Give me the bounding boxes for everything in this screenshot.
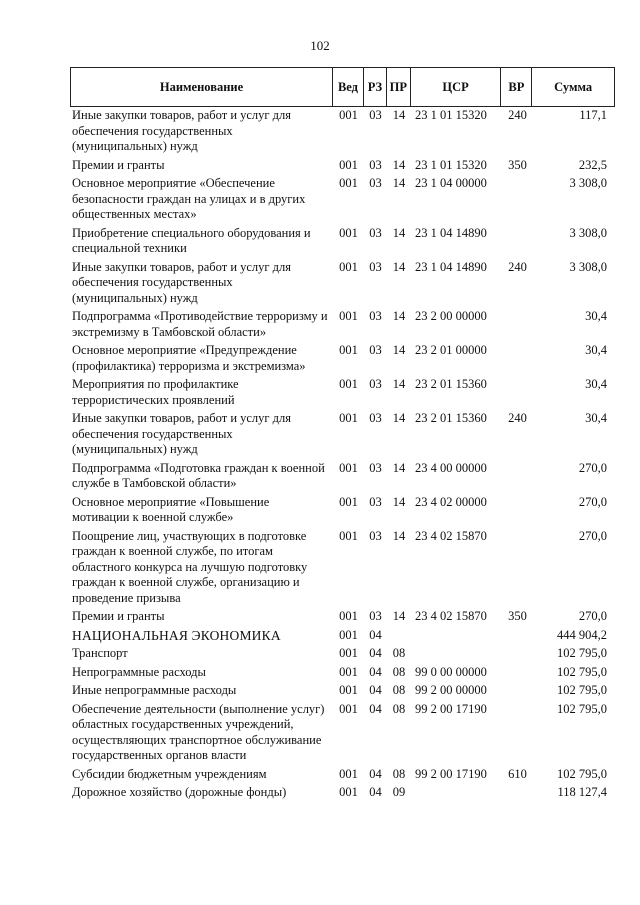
row-name: Основное мероприятие «Повышение мотивации к военной службе» (72, 494, 270, 524)
row-name: Непрограммные расходы (72, 664, 206, 679)
row-pr: 14 (392, 377, 406, 391)
row-csr: 23 2 01 15360 (415, 377, 487, 391)
row-name: Иные закупки товаров, работ и услуг для обеспечения государственных (муниципальных) нужд (72, 411, 292, 456)
table-row (70, 665, 615, 681)
header-vr: ВР (501, 68, 532, 106)
row-ved: 001 (339, 411, 358, 425)
header-pr: ПР (387, 68, 411, 106)
row-pr: 14 (392, 108, 406, 122)
table-row (70, 628, 615, 644)
row-ved: 001 (339, 494, 358, 509)
row-pr: 14 (392, 259, 406, 274)
row-vr (502, 309, 533, 340)
row-rz: 03 (369, 377, 382, 391)
table-body (70, 108, 615, 804)
row-rz: 03 (369, 225, 382, 240)
row-rz: 03 (369, 609, 382, 623)
row-ved: 001 (339, 225, 358, 240)
row-name: НАЦИОНАЛЬНАЯ ЭКОНОМИКА (72, 627, 281, 643)
row-vr (502, 176, 533, 223)
header-name: Наименование (71, 68, 333, 106)
row-ved: 001 (339, 108, 358, 122)
row-name: Иные закупки товаров, работ и услуг для обеспечения государственных (муниципальных) нужд (72, 259, 292, 305)
row-pr: 14 (392, 157, 406, 172)
row-rz: 04 (369, 785, 382, 799)
row-rz: 04 (369, 664, 382, 679)
row-vr (502, 377, 533, 408)
table-row (70, 158, 615, 174)
row-ved: 001 (339, 157, 358, 172)
row-vr: 240 (508, 108, 527, 122)
table-row (70, 785, 615, 801)
table-row (70, 495, 615, 526)
row-sum: 117,1 (579, 108, 607, 122)
row-vr (502, 683, 533, 699)
row-csr: 99 2 00 17190 (415, 701, 487, 716)
row-vr (502, 785, 533, 801)
row-pr: 14 (392, 343, 406, 357)
row-csr: 23 1 04 14890 (415, 259, 487, 274)
table-row (70, 108, 615, 155)
row-vr (502, 529, 533, 607)
row-name: Основное мероприятие «Обеспечение безопасности граждан на улицах и в других общественных местах» (72, 176, 306, 221)
row-ved: 001 (339, 343, 358, 357)
table-row (70, 309, 615, 340)
row-csr: 23 2 01 15360 (415, 411, 487, 425)
row-ved: 001 (339, 701, 358, 716)
header-csr: ЦСР (411, 68, 502, 106)
row-vr (502, 461, 533, 492)
row-vr (502, 646, 533, 662)
row-csr: 23 2 01 00000 (415, 343, 487, 357)
row-sum: 3 308,0 (569, 176, 607, 190)
row-name: Подпрограмма «Противодействие терроризму и экстремизму в Тамбовской области» (72, 309, 328, 339)
row-sum: 232,5 (578, 157, 607, 172)
row-ved: 001 (339, 259, 358, 274)
row-sum: 270,0 (578, 609, 607, 623)
row-vr: 350 (508, 157, 527, 172)
row-vr (502, 495, 533, 526)
row-pr: 08 (392, 664, 406, 679)
header-rz: РЗ (364, 68, 387, 106)
row-rz: 03 (369, 309, 382, 323)
row-sum: 30,4 (585, 309, 607, 323)
row-name: Премии и гранты (72, 609, 165, 623)
table-row (70, 529, 615, 607)
table-row (70, 609, 615, 625)
row-name: Иные закупки товаров, работ и услуг для обеспечения государственных (муниципальных) нужд (72, 108, 292, 153)
row-name: Субсидии бюджетным учреждениям (72, 766, 267, 781)
row-csr (411, 785, 502, 801)
row-rz: 03 (369, 259, 382, 274)
row-sum: 270,0 (578, 460, 607, 475)
row-name: Мероприятия по профилактике террористических проявлений (72, 377, 239, 407)
row-pr: 08 (392, 766, 406, 781)
row-pr: 14 (392, 225, 406, 240)
row-sum: 102 795,0 (557, 766, 607, 781)
table-row (70, 767, 615, 783)
table-row (70, 702, 615, 764)
row-rz: 04 (369, 646, 382, 660)
table-row (70, 646, 615, 662)
row-ved: 001 (339, 309, 358, 323)
row-csr: 23 1 01 15320 (415, 157, 487, 172)
row-pr: 14 (392, 411, 406, 425)
row-pr: 14 (392, 494, 406, 509)
row-csr: 23 1 04 00000 (415, 176, 487, 190)
row-csr: 99 2 00 17190 (415, 766, 487, 781)
row-csr: 23 4 02 15870 (415, 609, 487, 623)
row-pr: 14 (392, 309, 406, 323)
row-ved: 001 (339, 528, 358, 543)
row-vr: 350 (508, 609, 527, 623)
row-csr: 23 4 02 15870 (415, 528, 487, 543)
row-sum: 444 904,2 (557, 627, 607, 642)
table-header (70, 67, 615, 107)
row-vr: 240 (508, 411, 527, 425)
row-sum: 30,4 (585, 411, 607, 425)
row-vr (502, 343, 533, 374)
row-name: Приобретение специального оборудования и специальной техники (72, 225, 311, 255)
row-ved: 001 (339, 785, 358, 799)
row-sum: 3 308,0 (569, 259, 607, 274)
row-pr: 14 (392, 609, 406, 623)
row-vr (502, 665, 533, 681)
row-sum: 3 308,0 (569, 225, 607, 240)
row-ved: 001 (339, 646, 358, 660)
row-ved: 001 (339, 460, 358, 475)
row-ved: 001 (339, 683, 358, 697)
row-sum: 30,4 (585, 343, 607, 357)
row-sum: 102 795,0 (557, 664, 607, 679)
row-name: Поощрение лиц, участвующих в подготовке граждан к военной службе, по итогам областного конкурса на лучшую подготовку граждан к военной службе, организацию и проведение призыва (72, 528, 308, 605)
row-name: Основное мероприятие «Предупреждение (профилактика) терроризма и экстремизма» (72, 343, 306, 373)
row-name: Дорожное хозяйство (дорожные фонды) (72, 785, 287, 799)
row-csr: 23 4 00 00000 (415, 460, 487, 475)
row-rz: 03 (369, 176, 382, 190)
row-rz: 03 (369, 528, 382, 543)
row-rz: 03 (369, 411, 382, 425)
row-sum: 270,0 (578, 528, 607, 543)
row-ved: 001 (339, 766, 358, 781)
table-row (70, 176, 615, 223)
table-row (70, 343, 615, 374)
row-ved: 001 (339, 176, 358, 190)
row-name: Обеспечение деятельности (выполнение услуг) областных государственных учреждений, осуществляющих транспортное обслуживание государственных органов власти (72, 701, 325, 762)
row-pr: 14 (392, 528, 406, 543)
row-csr: 23 1 04 14890 (415, 225, 487, 240)
row-sum: 118 127,4 (557, 785, 607, 799)
header-sum: Сумма (554, 79, 593, 94)
row-pr: 08 (392, 646, 406, 660)
row-pr (387, 628, 411, 644)
row-rz: 03 (369, 494, 382, 509)
row-ved: 001 (339, 627, 358, 642)
row-sum: 102 795,0 (557, 701, 607, 716)
row-pr: 08 (392, 683, 406, 697)
row-sum: 102 795,0 (557, 683, 607, 697)
row-vr: 240 (508, 259, 527, 274)
row-name: Транспорт (72, 646, 128, 660)
row-sum: 30,4 (585, 377, 607, 391)
row-sum: 102 795,0 (557, 646, 607, 660)
row-vr (502, 702, 533, 764)
table-row (70, 683, 615, 699)
row-csr: 23 1 01 15320 (415, 108, 487, 122)
table-row (70, 226, 615, 257)
row-vr (502, 628, 533, 644)
row-csr: 99 2 00 00000 (415, 683, 487, 697)
row-rz: 04 (369, 766, 382, 781)
row-pr: 14 (392, 176, 406, 190)
row-name: Иные непрограммные расходы (72, 683, 237, 697)
row-rz: 03 (369, 108, 382, 122)
table-row (70, 377, 615, 408)
table-row (70, 461, 615, 492)
row-csr: 23 4 02 00000 (415, 494, 487, 509)
header-ved: Вед (333, 68, 364, 106)
row-rz: 03 (369, 460, 382, 475)
row-pr: 14 (392, 460, 406, 475)
row-csr: 23 2 00 00000 (415, 309, 487, 323)
page-number: 102 (310, 38, 330, 53)
row-name: Подпрограмма «Подготовка граждан к военной службе в Тамбовской области» (72, 460, 325, 490)
row-ved: 001 (339, 609, 358, 623)
row-csr: 99 0 00 00000 (415, 664, 487, 679)
row-pr: 08 (392, 701, 406, 716)
row-name: Премии и гранты (72, 157, 165, 172)
row-ved: 001 (339, 664, 358, 679)
table-row (70, 260, 615, 307)
row-rz: 04 (369, 701, 382, 716)
row-sum: 270,0 (578, 494, 607, 509)
table-row (70, 411, 615, 458)
row-pr: 09 (392, 785, 406, 799)
row-rz: 04 (369, 627, 382, 642)
row-vr: 610 (508, 766, 527, 781)
row-ved: 001 (339, 377, 358, 391)
row-csr (411, 646, 502, 662)
row-rz: 04 (369, 683, 382, 697)
row-rz: 03 (369, 343, 382, 357)
row-vr (502, 226, 533, 257)
row-rz: 03 (369, 157, 382, 172)
row-csr (411, 628, 502, 644)
